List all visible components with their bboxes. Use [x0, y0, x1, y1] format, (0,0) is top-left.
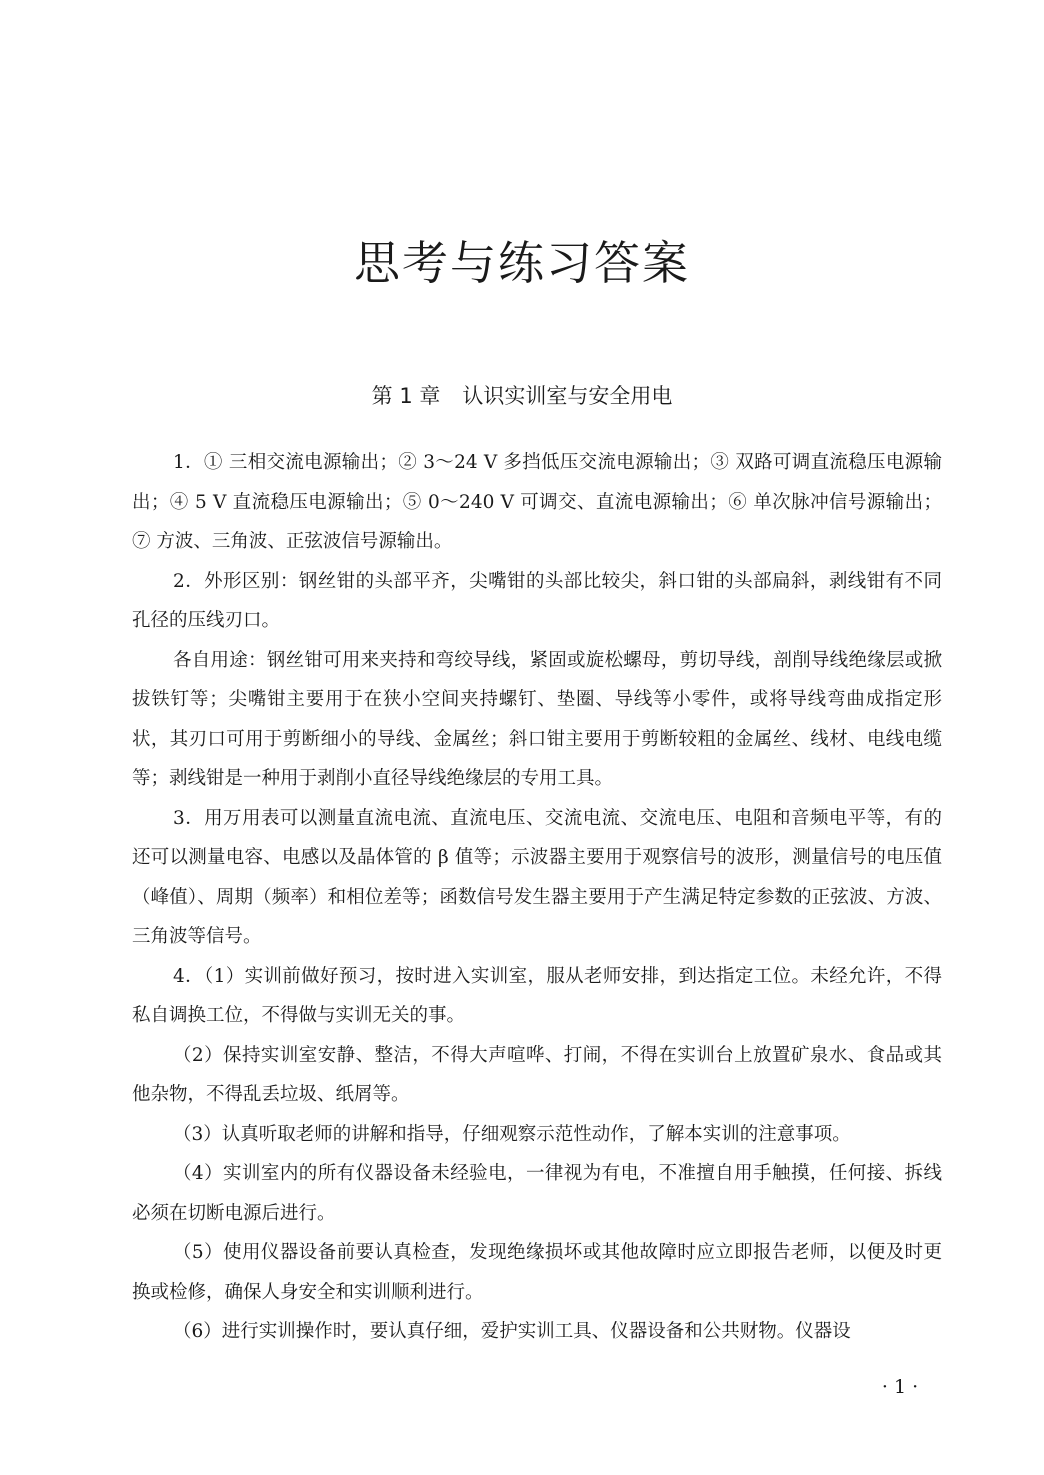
answer-4-item-5-paragraph: （5）使用仪器设备前要认真检查，发现绝缘损坏或其他故障时应立即报告老师，以便及时更换或检修，确保人身安全和实训顺利进行。: [132, 1242, 942, 1303]
answer-2-usage-paragraph: 各自用途：钢丝钳可用来夹持和弯绞导线，紧固或旋松螺母，剪切导线，剖削导线绝缘层或掀拔铁钉等；尖嘴钳主要用于在狭小空间夹持螺钉、垫圈、导线等小零件，或将导线弯曲成指定形状，其刃口可用于剪断细小的导线、金属丝；斜口钳主要用于剪断较粗的金属丝、线材、电线电缆等；剥线钳是一种用于剥削小直径导线绝缘层的专用工具。: [132, 649, 942, 789]
answer-4-item-1-paragraph: 4．（1）实训前做好预习，按时进入实训室，服从老师安排，到达指定工位。未经允许，不得私自调换工位，不得做与实训无关的事。: [132, 965, 942, 1026]
answer-4-item-6-paragraph: （6）进行实训操作时，要认真仔细，爱护实训工具、仪器设备和公共财物。仪器设: [173, 1321, 851, 1342]
answer-1-paragraph: 1．① 三相交流电源输出；② 3～24 V 多挡低压交流电源输出；③ 双路可调直流稳压电源输出；④ 5 V 直流稳压电源输出；⑤ 0～240 V 可调交、直流电源输出；⑥ 单次脉冲信号源输出；⑦ 方波、三角波、正弦波信号源输出。: [132, 452, 942, 552]
answer-4-item-2-paragraph: （2）保持实训室安静、整洁，不得大声喧哗、打闹，不得在实训台上放置矿泉水、食品或其他杂物，不得乱丢垃圾、纸屑等。: [132, 1044, 942, 1105]
page-title: 思考与练习答案: [354, 236, 690, 290]
chapter-name: 认识实训室与安全用电: [462, 384, 673, 408]
answer-2-appearance-paragraph: 2．外形区别：钢丝钳的头部平齐，尖嘴钳的头部比较尖，斜口钳的头部扁斜，剥线钳有不同孔径的压线刃口。: [132, 570, 942, 631]
body-text: [132, 443, 942, 1352]
chapter-number: 第 1 章: [371, 384, 441, 408]
answer-4-item-3-paragraph: （3）认真听取老师的讲解和指导，仔细观察示范性动作，了解本实训的注意事项。: [173, 1123, 851, 1145]
answer-3-paragraph: 3．用万用表可以测量直流电流、直流电压、交流电流、交流电压、电阻和音频电平等，有的还可以测量电容、电感以及晶体管的 β 值等；示波器主要用于观察信号的波形，测量信号的电压值（峰值）、周期（频率）和相位差等；函数信号发生器主要用于产生满足特定参数的正弦波、方波、三角波等信号。: [132, 807, 942, 947]
chapter-heading: [0, 376, 1044, 416]
answer-4-item-4-paragraph: （4）实训室内的所有仪器设备未经验电，一律视为有电，不准擅自用手触摸，任何接、拆线必须在切断电源后进行。: [132, 1163, 942, 1224]
page-number: · 1 ·: [881, 1376, 919, 1398]
